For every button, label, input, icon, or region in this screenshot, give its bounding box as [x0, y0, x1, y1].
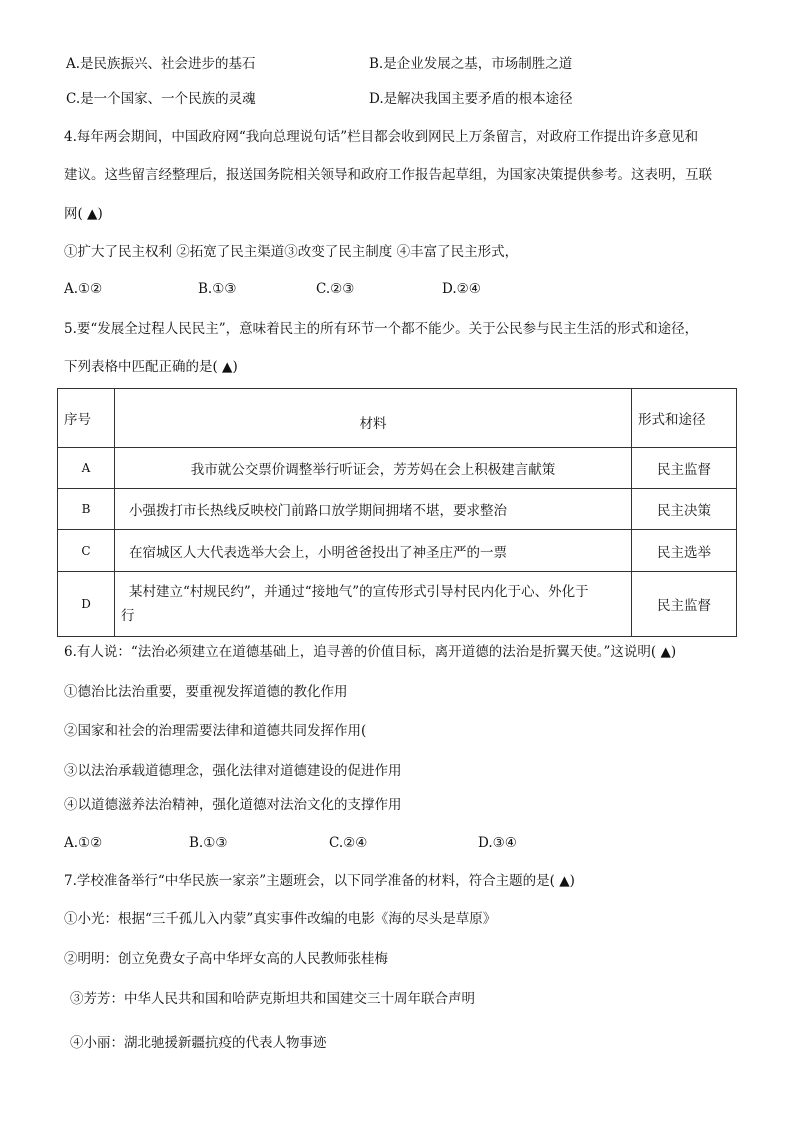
row-id: A: [58, 448, 115, 489]
row-form: 民主监督: [632, 448, 737, 489]
q6-option-a: A.①②: [64, 835, 103, 851]
q4-option-a: A.①②: [64, 281, 103, 297]
q3-option-a: A.是民族振兴、社会进步的基石: [66, 56, 256, 72]
header-form: 形式和途径: [632, 389, 737, 448]
row-material-line2: 行: [121, 608, 135, 624]
q6-option-b: B.①③: [189, 835, 228, 851]
table-header-row: [58, 389, 737, 448]
q4-option-c: C.②③: [316, 281, 355, 297]
row-form: 民主选举: [632, 530, 737, 572]
q6-option-c: C.②④: [329, 835, 368, 851]
row-material-line1: 某村建立“村规民约”，并通过“接地气”的宣传形式引导村民内化于心、外化于: [129, 584, 589, 600]
q6-option-d: D.③④: [478, 835, 517, 851]
row-material: [115, 572, 632, 637]
q4-stem-line1: 4.每年两会期间，中国政府网“我向总理说句话”栏目都会收到网民上万条留言，对政府工作提出许多意见和: [64, 129, 699, 145]
q4-option-d: D.②④: [442, 281, 481, 297]
row-form: 民主监督: [632, 572, 737, 637]
q7-statement-3: ③芳芳：中华人民共和国和哈萨克斯坦共和国建交三十周年联合声明: [70, 991, 475, 1007]
header-material: 材料: [115, 389, 632, 448]
q3-option-c: C.是一个国家、一个民族的灵魂: [66, 91, 256, 107]
q5-stem-line1: 5.要“发展全过程人民民主”，意味着民主的所有环节一个都不能少。关于公民参与民主生活的形式和途径，: [64, 321, 699, 337]
q6-statement-2: ②国家和社会的治理需要法律和道德共同发挥作用(: [64, 723, 367, 739]
q4-stem-line3: 网( ▲): [64, 206, 103, 222]
table-row: [58, 448, 737, 489]
table-row: [58, 572, 737, 637]
q5-table: [57, 388, 737, 637]
q5-stem-line2: 下列表格中匹配正确的是( ▲): [64, 359, 238, 375]
q4-stem-line2: 建议。这些留言经整理后，报送国务院相关领导和政府工作报告起草组，为国家决策提供参考。这表明，互联: [64, 167, 712, 183]
row-id: B: [58, 489, 115, 530]
q7-stem: 7.学校准备举行“中华民族一家亲”主题班会，以下同学准备的材料，符合主题的是( ▲): [64, 873, 575, 889]
q6-statement-1: ①德治比法治重要，要重视发挥道德的教化作用: [64, 684, 348, 700]
row-material: 我市就公交票价调整举行听证会，芳芳妈在会上积极建言献策: [115, 448, 632, 489]
q6-stem: 6.有人说：“法治必须建立在道德基础上，追寻善的价值目标，离开道德的法治是折翼天使。”这说明( ▲): [64, 644, 677, 660]
q6-statement-3: ③以法治承载道德理念，强化法律对道德建设的促进作用: [64, 763, 402, 779]
header-index: 序号: [58, 389, 115, 448]
table-row: [58, 530, 737, 572]
q7-statement-2: ②明明：创立免费女子高中华坪女高的人民教师张桂梅: [64, 951, 388, 967]
q3-option-d: D.是解决我国主要矛盾的根本途径: [369, 91, 573, 107]
row-form: 民主决策: [632, 489, 737, 530]
row-material: 小强拨打市长热线反映校门前路口放学期间拥堵不堪，要求整治: [115, 489, 632, 530]
row-id: D: [58, 572, 115, 637]
row-material: 在宿城区人大代表选举大会上，小明爸爸投出了神圣庄严的一票: [115, 530, 632, 572]
q6-statement-4: ④以道德滋养法治精神，强化道德对法治文化的支撑作用: [64, 797, 402, 813]
q4-statements: ①扩大了民主权利 ②拓宽了民主渠道③改变了民主制度 ④丰富了民主形式，: [64, 244, 519, 260]
q3-option-b: B.是企业发展之基，市场制胜之道: [369, 56, 573, 72]
q4-option-b: B.①③: [198, 281, 237, 297]
row-id: C: [58, 530, 115, 572]
table-row: [58, 489, 737, 530]
q7-statement-1: ①小光：根据“三千孤儿入内蒙”真实事件改编的电影《海的尽头是草原》: [64, 911, 497, 927]
q7-statement-4: ④小丽：湖北驰援新疆抗疫的代表人物事迹: [70, 1035, 327, 1051]
